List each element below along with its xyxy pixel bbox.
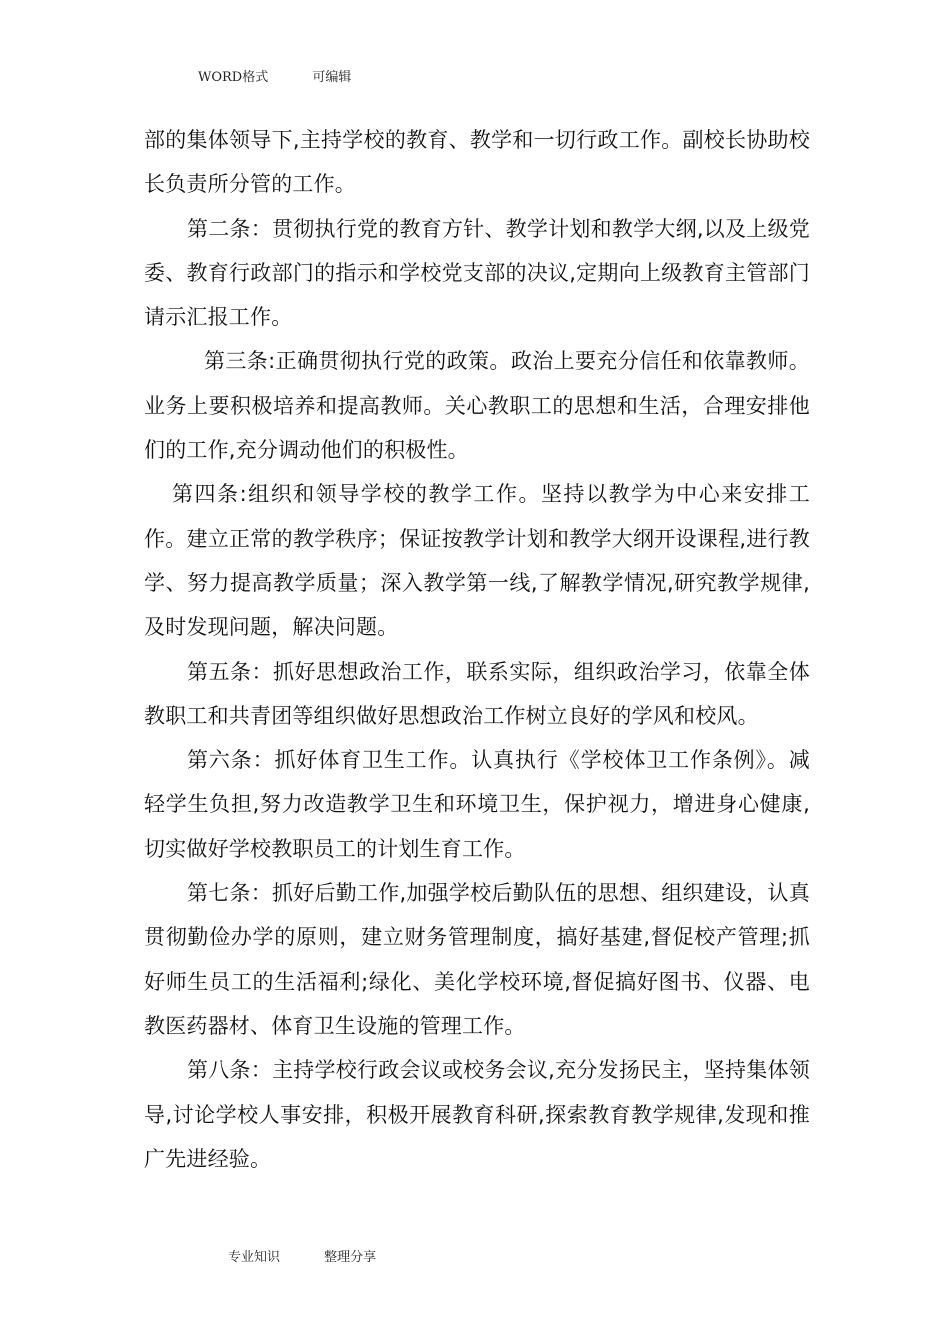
paragraph-article-3: 第三条:正确贯彻执行党的政策。政治上要充分信任和依靠教师。业务上要积极培养和提高教师。关心教职工的思想和生活，合理安排他们的工作,充分调动他们的积极性。 [144,349,810,463]
paragraph-article-5: 第五条：抓好思想政治工作，联系实际，组织政治学习，依靠全体教职工和共青团等组织做好思想政治工作树立良好的学风和校风。 [144,659,810,728]
footer-knowledge-label: 专业知识 [228,1250,281,1265]
paragraph-continuation: 部的集体领导下,主持学校的教育、教学和一切行政工作。副校长协助校长负责所分管的工作。 [144,128,810,197]
paragraph-article-8: 第八条：主持学校行政会议或校务会议,充分发扬民主，坚持集体领导,讨论学校人事安排，积极开展教育科研,探索教育教学规律,发现和推广先进经验。 [144,1058,810,1171]
paragraph-article-4: 第四条:组织和领导学校的教学工作。坚持以教学为中心来安排工作。建立正常的教学秩序；保证按教学计划和教学大纲开设课程,进行教学、努力提高教学质量；深入教学第一线,了解教学情况,研究教学规律,及时发现问题，解决问题。 [144,482,810,640]
header-format-label: WORD格式 [198,70,269,85]
page-header [198,66,351,85]
footer-share-label: 整理分享 [324,1250,377,1265]
paragraph-article-6: 第六条：抓好体育卫生工作。认真执行《学校体卫工作条例》。减轻学生负担,努力改造教学卫生和环境卫生，保护视力，增进身心健康,切实做好学校教职员工的计划生育工作。 [144,748,810,861]
paragraph-article-2: 第二条：贯彻执行党的教育方针、教学计划和教学大纲,以及上级党委、教育行政部门的指示和学校党支部的决议,定期向上级教育主管部门请示汇报工作。 [144,216,810,330]
page-footer [228,1246,376,1265]
document-body [144,118,810,1181]
paragraph-article-7: 第七条：抓好后勤工作,加强学校后勤队伍的思想、组织建设，认真贯彻勤俭办学的原则，建立财务管理制度，搞好基建,督促校产管理;抓好师生员工的生活福利;绿化、美化学校环境,督促搞好图书、仪器、电教医药器材、体育卫生设施的管理工作。 [144,881,810,1038]
header-edit-label: 可编辑 [312,70,352,85]
